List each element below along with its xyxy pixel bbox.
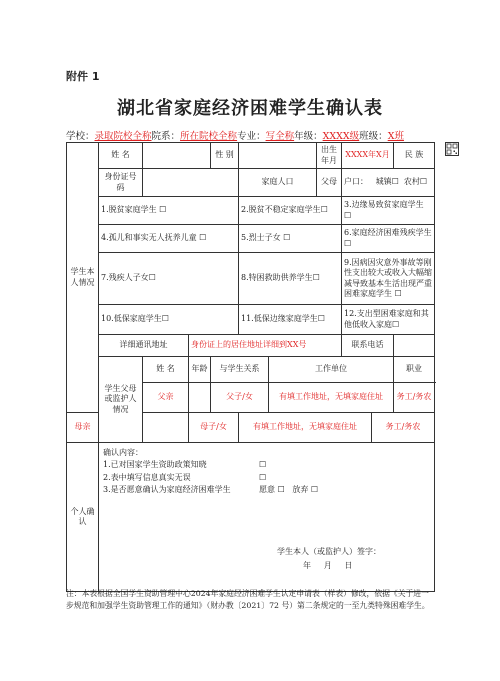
mother-relation[interactable]: 母子/女 (189, 413, 239, 443)
option-2[interactable]: 2.脱贫不稳定家庭学生☐ (239, 197, 342, 225)
option-12[interactable]: 12.支出型困难家庭和其他低收入家庭☐ (342, 305, 435, 335)
urban-option: 城镇 (375, 177, 392, 187)
signature-date: 年 月 日 (303, 561, 353, 570)
household-label: 家庭人口 (239, 169, 317, 197)
hukou-field[interactable] (342, 169, 435, 197)
ethnicity-label: 民 族 (394, 143, 435, 169)
confirm-content (99, 443, 435, 592)
option-7[interactable]: 7.残疾人子女☐ (99, 253, 239, 305)
phone-field[interactable] (394, 335, 435, 357)
mother-work[interactable]: 有填工作地址，无填家庭住址 (239, 413, 372, 443)
rural-option: 农村 (403, 177, 420, 187)
father-job[interactable]: 务工/务农 (394, 383, 435, 413)
gender-field[interactable] (239, 143, 317, 169)
grade-value[interactable]: XXXX级 (322, 131, 360, 142)
phone-label: 联系电话 (342, 335, 394, 357)
option-5[interactable]: 5.烈士子女 ☐ (239, 225, 342, 253)
parent-label: 父母 (317, 169, 342, 197)
confirm-item-3 (103, 484, 430, 496)
dept-label: 院系： (151, 131, 181, 142)
parents-section-label: 学生父母或监护人情况 (99, 357, 143, 443)
major-value[interactable]: 写全称 (265, 131, 295, 142)
rural-checkbox[interactable]: ☐ (419, 177, 428, 187)
address-label: 详细通讯地址 (99, 335, 189, 357)
father-relation[interactable]: 父子/女 (211, 383, 269, 413)
confirm-section-label: 个人确认 (67, 443, 99, 592)
hukou-label: 户口： (344, 177, 368, 187)
father-work[interactable]: 有填工作地址，无填家庭住址 (269, 383, 394, 413)
parent-header-relation: 与学生关系 (211, 357, 269, 383)
birth-value[interactable]: XXXX年X月 (342, 143, 394, 169)
confirm-item-3-text: 3.是否愿意确认为家庭经济困难学生 (103, 485, 231, 495)
option-6[interactable]: 6.家庭经济困难残疾学生☐ (342, 225, 435, 253)
confirm-item-2-text: 2.表中填写信息真实无误 (103, 472, 191, 482)
urban-checkbox[interactable]: ☐ (391, 177, 399, 187)
birth-label: 出生年月 (317, 143, 342, 169)
option-4[interactable]: 4.孤儿和事实无人抚养儿童 ☐ (99, 225, 239, 253)
unwilling-label: 放弃 (292, 485, 309, 495)
grade-label: 年级： (294, 131, 323, 142)
id-label: 身份证号 码 (99, 169, 143, 197)
gender-label: 性 别 (211, 143, 239, 169)
confirm-item-1-text: 1.已对国家学生资助政策知晓 (103, 460, 207, 470)
parent-header-age: 年龄 (189, 357, 211, 383)
mother-age[interactable] (143, 413, 189, 443)
page-title: 湖北省家庭经济困难学生确认表 (117, 98, 383, 119)
id-field[interactable] (143, 169, 239, 197)
confirm-item-1 (103, 459, 430, 471)
school-label: 学校： (66, 131, 95, 142)
footnote: 注：本表根据全国学生资助管理中心2024年家庭经济困难学生认定申请表（样表）修改，依据《关于进一步规范和加强学生资助管理工作的通知》（财办教〔2021〕72 号）第二条规定的一至九类特殊困难学生。 (66, 589, 430, 611)
willing-label: 愿意 (259, 485, 275, 495)
option-3[interactable]: 3.边缘易致贫家庭学生 ☐ (342, 197, 435, 225)
dept-value[interactable]: 所在院校全称 (180, 131, 238, 142)
school-line (66, 128, 446, 142)
name-field[interactable] (143, 143, 211, 169)
parent-header-job: 职业 (394, 357, 435, 383)
major-label: 专业： (237, 131, 266, 142)
address-value[interactable]: 身份证上的居住地址详细到XX号 (189, 335, 342, 357)
willing-checkbox[interactable]: ☐ (277, 485, 285, 495)
parent-header-name: 姓 名 (143, 357, 189, 383)
confirm-item-2-checkbox[interactable]: ☐ (259, 472, 267, 482)
student-section-label: 学生本人情况 (67, 143, 99, 413)
father-age[interactable] (189, 383, 211, 413)
qr-code-icon[interactable] (445, 142, 459, 156)
mother-name[interactable]: 母亲 (67, 413, 99, 443)
option-11[interactable]: 11.低保边缘家庭学生☐ (239, 305, 342, 335)
unwilling-checkbox[interactable]: ☐ (310, 485, 319, 495)
option-10[interactable]: 10.低保家庭学生☐ (99, 305, 239, 335)
name-label: 姓 名 (99, 143, 143, 169)
class-label: 班级： (359, 131, 388, 142)
signature-label: 学生本人（或监护人）签字： (277, 547, 381, 556)
confirm-item-2 (103, 472, 430, 484)
parent-header-work: 工作单位 (269, 357, 394, 383)
option-9[interactable]: 9.因病因灾意外事故等刚性支出较大或收入大幅缩减导致基本生活出现严重困难家庭学生 ☐ (342, 253, 435, 305)
school-value[interactable]: 录取院校全称 (94, 131, 152, 142)
option-8[interactable]: 8.特困救助供养学生☐ (239, 253, 342, 305)
option-1[interactable]: 1.脱贫家庭学生 ☐ (99, 197, 239, 225)
class-value[interactable]: X班 (387, 131, 404, 142)
attachment-label: 附件 1 (66, 70, 100, 83)
confirm-intro: 确认内容： (103, 448, 143, 457)
confirmation-form-table (66, 142, 435, 592)
father-name[interactable]: 父亲 (143, 383, 189, 413)
confirm-item-1-checkbox[interactable]: ☐ (259, 460, 267, 470)
mother-job[interactable]: 务工/务农 (372, 413, 435, 443)
